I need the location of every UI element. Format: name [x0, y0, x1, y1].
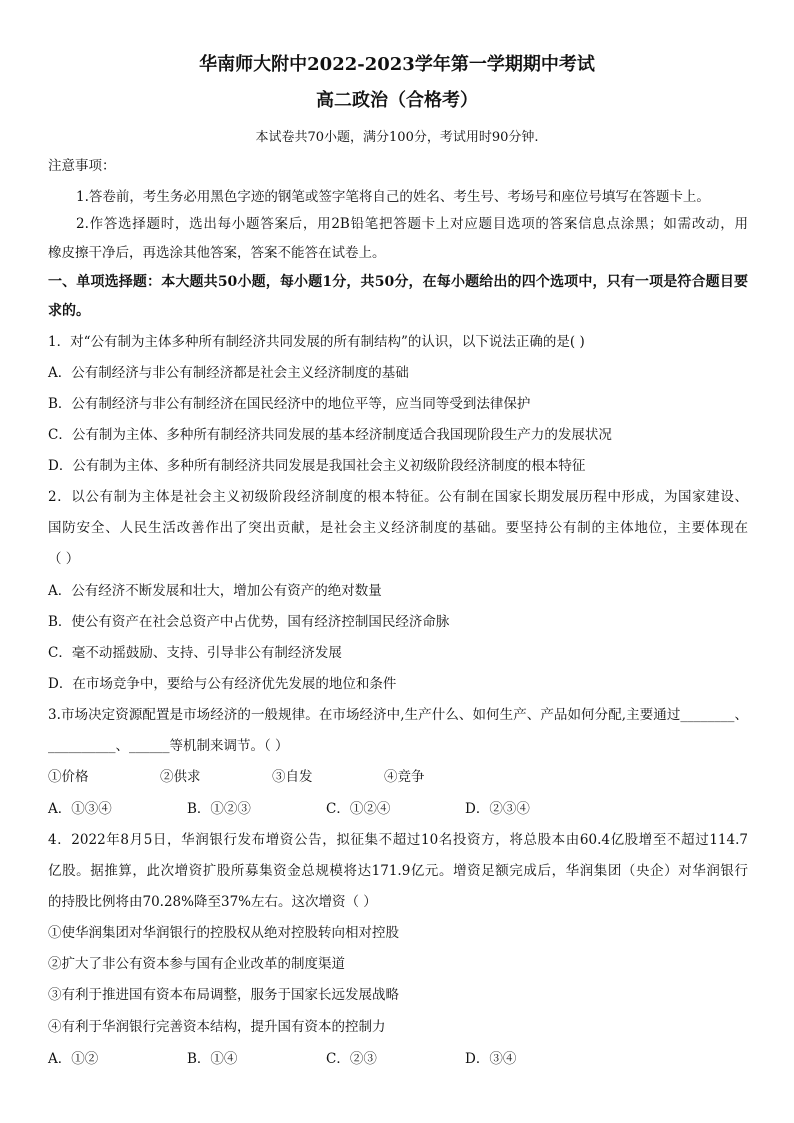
question-1-option-a: A．公有制经济与非公有制经济都是社会主义经济制度的基础: [48, 365, 409, 381]
question-3-item: ②供求: [160, 769, 201, 785]
question-4-statement-3: ③有利于推进国有资本布局调整，服务于国家长远发展战略: [48, 987, 399, 1003]
question-2-stem-line-3: （ ）: [48, 551, 80, 567]
notice-item-2-line-1: 2.作答选择题时，选出每小题答案后，用2B铅笔把答题卡上对应题目选项的答案信息点涂黑；如需改动，用: [76, 216, 748, 232]
notice-item-1: 1.答卷前，考生务必用黑色字迹的钢笔或签字笔将自己的姓名、考生号、考场号和座位号填写在答题卡上。: [76, 189, 710, 205]
exam-info: 本试卷共70小题，满分100分，考试用时90分钟.: [255, 130, 539, 145]
question-4-stem-line-1: 4．2022年8月5日，华润银行发布增资公告，拟征集不超过10名投资方，将总股本由60.4亿股增至不超过114.7: [48, 832, 748, 848]
question-3-item: ①价格: [48, 769, 89, 785]
question-3-option: A．①③④: [48, 801, 112, 817]
question-4-option: D．③④: [465, 1051, 517, 1067]
question-2-stem-line-2: 国防安全、人民生活改善作出了突出贡献，是社会主义经济制度的基础。要坚持公有制的主体地位，主要体现在: [48, 520, 748, 536]
question-3-option: B．①②③: [187, 801, 251, 817]
question-3-option: C．①②④: [326, 801, 391, 817]
question-2-option-b: B．使公有资产在社会总资产中占优势，国有经济控制国民经济命脉: [48, 614, 450, 630]
question-3-item: ③自发: [272, 769, 313, 785]
question-4-stem-line-3: 的持股比例将由70.28%降至37%左右。这次增资（ ）: [48, 894, 377, 910]
section-heading-line-1: 一、单项选择题：本大题共50小题，每小题1分，共50分，在每小题给出的四个选项中，只有一项是符合题目要: [48, 274, 748, 290]
question-2-option-d: D．在市场竞争中，要给与公有经济优先发展的地位和条件: [48, 676, 397, 692]
question-2-option-c: C．毫不动摇鼓励、支持、引导非公有制经济发展: [48, 645, 342, 661]
question-1-option-c: C．公有制为主体、多种所有制经济共同发展的基本经济制度适合我国现阶段生产力的发展状况: [48, 427, 612, 443]
exam-title: 华南师大附中2022-2023学年第一学期期中考试: [199, 54, 595, 75]
question-3-stem-line-1: 3.市场决定资源配置是市场经济的一般规律。在市场经济中,生产什么、如何生产、产品如何分配,主要通过________、: [48, 707, 748, 723]
question-4-stem-line-2: 亿股。据推算，此次增资扩股所募集资金总规模将达171.9亿元。增资足额完成后，华润集团（央企）对华润银行: [48, 863, 748, 879]
question-4-option: C．②③: [326, 1051, 377, 1067]
question-3-option: D．②③④: [465, 801, 530, 817]
question-1-stem: 1．对“公有制为主体多种所有制经济共同发展的所有制结构”的认识，以下说法正确的是( ): [48, 334, 585, 350]
question-2-stem-line-1: 2．以公有制为主体是社会主义初级阶段经济制度的根本特征。公有制在国家长期发展历程中形成，为国家建设、: [48, 489, 748, 505]
question-1-option-b: B．公有制经济与非公有制经济在国民经济中的地位平等，应当同等受到法律保护: [48, 396, 531, 412]
exam-subtitle: 高二政治（合格考）: [316, 90, 478, 111]
question-4-statement-2: ②扩大了非公有资本参与国有企业改革的制度渠道: [48, 956, 345, 972]
question-4-option: A．①②: [48, 1051, 99, 1067]
question-2-option-a: A．公有经济不断发展和壮大，增加公有资产的绝对数量: [48, 583, 382, 599]
question-4-option: B．①④: [187, 1051, 238, 1067]
question-4-statement-4: ④有利于华润银行完善资本结构，提升国有资本的控制力: [48, 1019, 386, 1035]
question-3-item: ④竞争: [384, 769, 425, 785]
question-3-stem-line-2: __________、______等机制来调节。（ ）: [48, 738, 289, 754]
notice-item-2-line-2: 橡皮擦干净后，再选涂其他答案，答案不能答在试卷上。: [48, 245, 386, 261]
notice-heading: 注意事项：: [48, 158, 116, 174]
section-heading-line-2: 求的。: [48, 303, 90, 319]
question-1-option-d: D．公有制为主体、多种所有制经济共同发展是我国社会主义初级阶段经济制度的根本特征: [48, 458, 586, 474]
question-4-statement-1: ①使华润集团对华润银行的控股权从绝对控股转向相对控股: [48, 925, 399, 941]
